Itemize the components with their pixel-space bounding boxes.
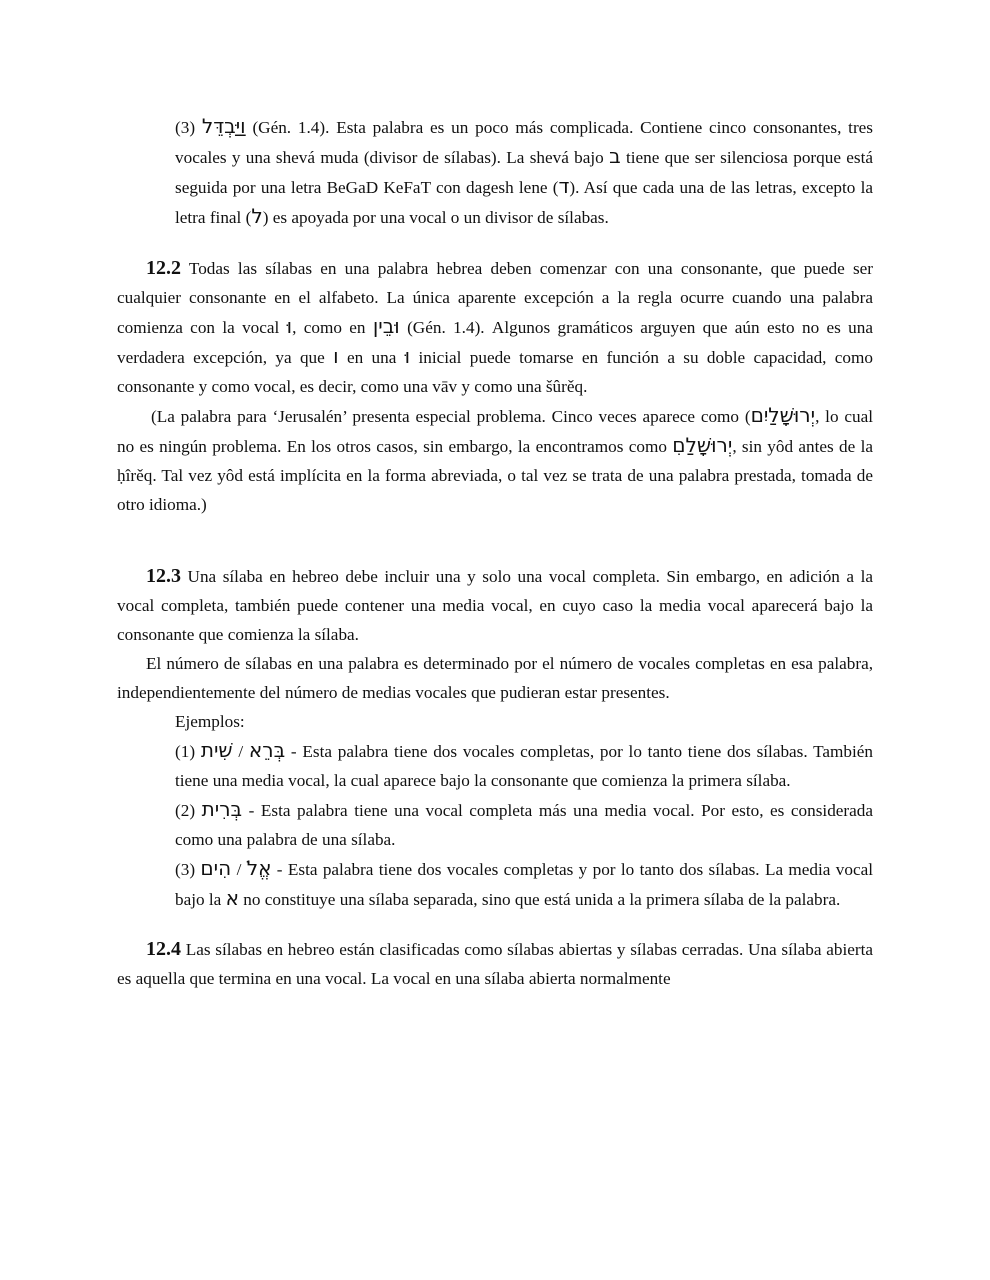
text-run: (3) <box>175 118 202 137</box>
section-number: 12.4 <box>146 938 181 960</box>
hebrew-word: יְרוּשָׁלַיִם <box>750 403 816 427</box>
hebrew-letter: וּ <box>404 344 411 368</box>
text-run: (2) <box>175 801 202 820</box>
hebrew-letter: ו <box>333 344 339 368</box>
syllable-count-paragraph <box>117 649 873 707</box>
hebrew-letter: וּ <box>286 314 293 338</box>
text-run: (Gén. 1.4). Algunos gramáticos arguyen que aún esto no es una verdadera excepción, ya que <box>117 318 873 367</box>
example-3-wayyabdel <box>117 112 873 232</box>
examples-label <box>117 707 873 736</box>
hebrew-letter: א <box>225 886 239 910</box>
text-run: (Gén. 1.4). Esta palabra es un poco más complicada. Contiene cinco consonantes, tres vocales y una shevá muda (divisor de sílabas). La shevá bajo <box>175 118 873 167</box>
text-run: Las sílabas en hebreo están clasificadas como sílabas abiertas y sílabas cerradas. Una sílaba abierta es aquella que termina en una vocal. La vocal en una sílaba abierta normalmente <box>117 940 873 988</box>
text-run: / <box>231 860 247 879</box>
example-3-elohim <box>117 854 873 914</box>
text-run: , sin yôd antes de la ḥîrěq. Tal vez yôd está implícita en la forma abreviada, o tal vez se trata de una palabra prestada, tomada de otro idioma.) <box>117 437 873 514</box>
hebrew-word: בְּרִית <box>201 797 243 821</box>
hebrew-word: שִׁית <box>200 738 233 762</box>
section-number: 12.2 <box>146 257 181 279</box>
hebrew-letter: ל <box>251 204 263 228</box>
section-12-3 <box>117 562 873 649</box>
hebrew-letter: ד <box>558 174 570 198</box>
text-run: tiene que ser silenciosa porque está seguida por una letra BeGaD KeFaT con dagesh lene ( <box>175 148 874 197</box>
text-run: - Esta palabra tiene dos vocales completas y por lo tanto dos sílabas. La media vocal bajo la <box>175 860 874 909</box>
text-run: El número de sílabas en una palabra es determinado por el número de vocales completas en esa palabra, independientemente del número de medias vocales que pudieran estar presentes. <box>117 654 873 702</box>
section-12-4 <box>117 935 873 993</box>
text-run: (La palabra para ‘Jerusalén’ presenta especial problema. Cinco veces aparece como ( <box>151 407 751 426</box>
text-run: (1) <box>175 742 201 761</box>
text-run: / <box>232 742 249 761</box>
hebrew-word: יְרוּשָׁלַםִ <box>672 433 733 457</box>
example-1-bereshit <box>117 736 873 795</box>
text-run: no constituye una sílaba separada, sino que está unida a la primera sílaba de la palabra. <box>238 890 841 909</box>
hebrew-word: הִים <box>200 856 232 880</box>
document-page <box>117 112 873 993</box>
text-run: - Esta palabra tiene una vocal completa más una media vocal. Por esto, es considerada como una palabra de una sílaba. <box>175 801 873 849</box>
text-run: ) es apoyada por una vocal o un divisor de sílabas. <box>262 208 609 227</box>
text-run: Todas las sílabas en una palabra hebrea deben comenzar con una consonante, que puede ser cualquier consonante en el alfabeto. La única aparente excepción a la regla ocurre cuando una palabra comienza con la vocal <box>117 259 873 337</box>
hebrew-letter: ב <box>609 144 621 168</box>
hebrew-word: אֱלֹ <box>246 856 272 880</box>
jerusalem-note <box>117 401 873 519</box>
hebrew-word: וּבֵין <box>372 314 400 338</box>
text-run: (3) <box>175 860 201 879</box>
section-12-2 <box>117 254 873 401</box>
text-run: en una <box>338 348 405 367</box>
text-run: inicial puede tomarse en función a su doble capacidad, como consonante y como vocal, es decir, como una vāv y como una šûrěq. <box>117 348 873 396</box>
text-run: , lo cual no es ningún problema. En los otros casos, sin embargo, la encontramos como <box>117 407 873 456</box>
text-run: Ejemplos: <box>175 712 245 731</box>
text-run: ). Así que cada una de las letras, excepto la letra final ( <box>175 178 873 227</box>
hebrew-word: בְּרֵא <box>248 738 286 762</box>
text-run: - Esta palabra tiene dos vocales completas, por lo tanto tiene dos sílabas. También tiene una media vocal, la cual aparece bajo la consonante que comienza la primera sílaba. <box>175 742 874 790</box>
example-2-berit <box>117 795 873 854</box>
text-run: , como en <box>292 318 373 337</box>
hebrew-word: וַיַּבְדֵּל <box>201 114 246 138</box>
text-run: Una sílaba en hebreo debe incluir una y solo una vocal completa. Sin embargo, en adición a la vocal completa, también puede contener una media vocal, en cuyo caso la media vocal aparecerá bajo la consonante que comienza la sílaba. <box>117 567 873 644</box>
section-number: 12.3 <box>146 565 181 587</box>
